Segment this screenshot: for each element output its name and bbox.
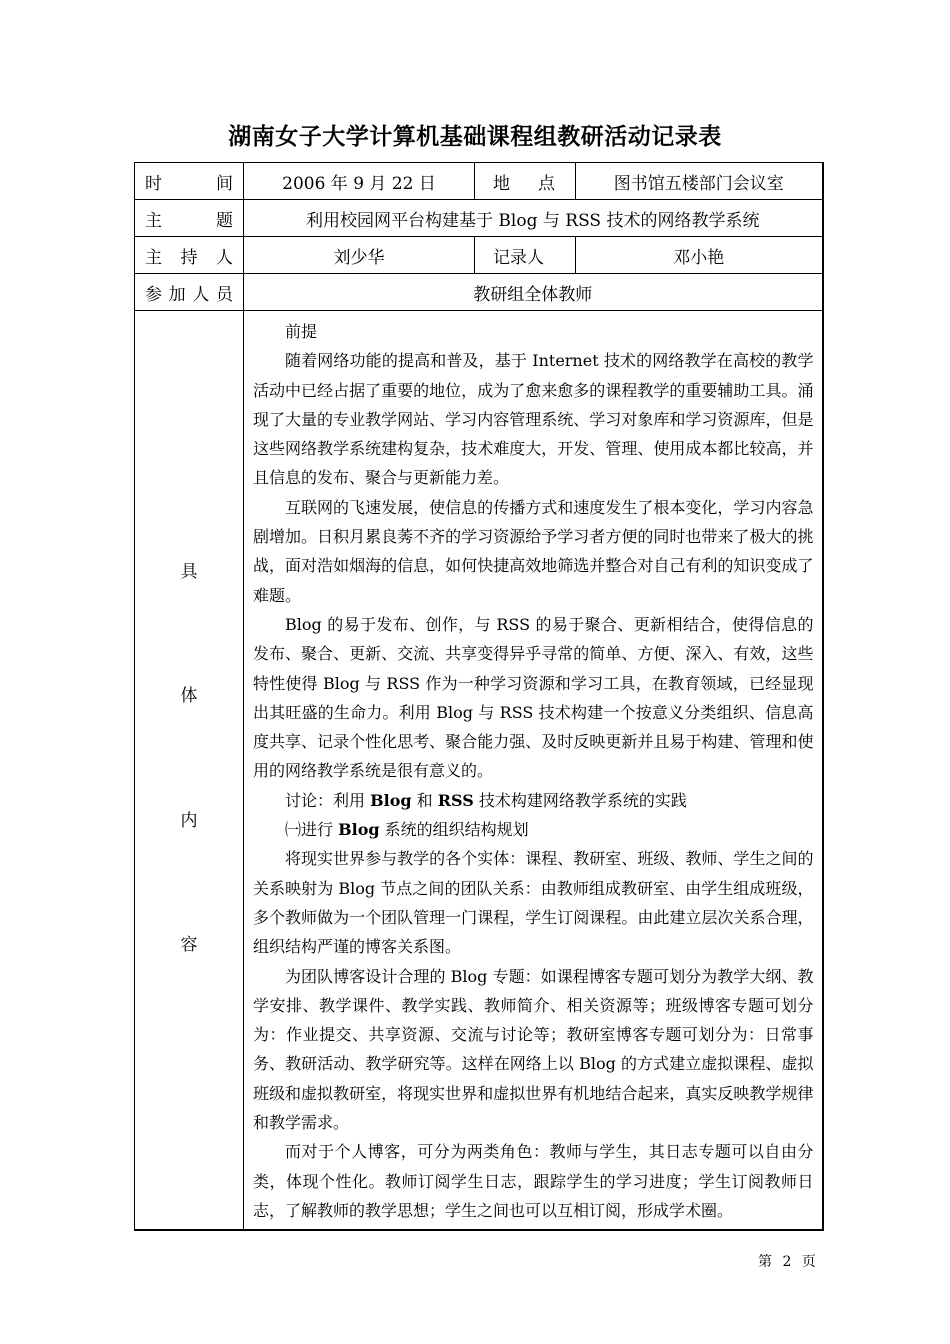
discussion-text-a: 讨论：利用 — [285, 790, 371, 810]
topic-value: 利用校园网平台构建基于 Blog 与 RSS 技术的网络教学系统 — [244, 200, 823, 237]
paragraph-2: 互联网的飞速发展，使信息的传播方式和速度发生了根本变化，学习内容急剧增加。日积月累良莠不齐的学习资源给予学习者方便的同时也带来了极大的挑战，面对浩如烟海的信息，如何快捷高效地筛选并整合对自己有利的知识变成了难题。 — [253, 497, 814, 605]
participants-value: 教研组全体教师 — [244, 274, 823, 311]
host-label — [135, 237, 244, 274]
row-time-place — [135, 163, 823, 200]
place-label — [475, 163, 576, 200]
content-label-char-3: 内 — [180, 811, 198, 831]
time-label-char-2: 间 — [216, 173, 233, 194]
participants-label — [135, 274, 244, 311]
participants-label-char-3: 人 — [192, 284, 210, 305]
paragraph-discussion-heading — [253, 786, 814, 815]
topic-label-char-2: 题 — [216, 210, 233, 231]
host-label-char-3: 人 — [216, 247, 233, 268]
paragraph-5: 为团队博客设计合理的 Blog 专题：如课程博客专题可划分为教学大纲、教学安排、教学课件、教学实践、教师简介、相关资源等；班级博客专题可划分为：作业提交、共享资源、交流与讨论等；教研室博客专题可划分为：日常事务、教研活动、教学研究等。这样在网络上以 Blog 的方式建立虚拟课程、虚拟班级和虚拟教研室，将现实世界和虚拟世界有机地结合起来，真实反映教学规律和教学需求。 — [253, 966, 814, 1133]
recorder-value: 邓小艳 — [576, 237, 823, 274]
page-number: 第 2 页 — [758, 1254, 819, 1270]
subheading-text-c: 系统的组织结构规划 — [379, 820, 529, 840]
topic-label — [135, 200, 244, 237]
participants-label-char-2: 加 — [168, 284, 186, 305]
row-participants — [135, 274, 823, 311]
discussion-blog: Blog — [370, 790, 412, 810]
row-topic — [135, 200, 823, 237]
place-label-char-2: 点 — [538, 173, 555, 194]
participants-label-char-4: 员 — [215, 284, 233, 305]
place-value: 图书馆五楼部门会议室 — [576, 163, 823, 200]
paragraph-1: 随着网络功能的提高和普及，基于 Internet 技术的网络教学在高校的教学活动中已经占据了重要的地位，成为了愈来愈多的课程教学的重要辅助工具。涌现了大量的专业教学网站、学习内容管理系统、学习对象库和学习资源库，但是这些网络教学系统建构复杂，技术难度大，开发、管理、使用成本都比较高，并且信息的发布、聚合与更新能力差。 — [253, 351, 814, 488]
page-title: 湖南女子大学计算机基础课程组教研活动记录表 — [228, 124, 722, 150]
time-label-char-1: 时 — [145, 173, 162, 194]
paragraph-subheading-1 — [253, 815, 814, 844]
content-body — [244, 311, 823, 1231]
host-value: 刘少华 — [244, 237, 475, 274]
host-label-char-1: 主 — [145, 247, 162, 268]
subheading-text-a: ㈠进行 — [285, 820, 339, 840]
content-label-char-1: 具 — [180, 562, 198, 582]
paragraph-premise-heading: 前提 — [285, 322, 318, 341]
record-table — [134, 162, 824, 1231]
discussion-text-d: 技术构建网络教学系统的实践 — [473, 790, 687, 810]
discussion-text-c: 和 — [411, 790, 438, 810]
place-label-char-1: 地 — [493, 173, 510, 194]
recorder-label: 记录人 — [475, 237, 576, 274]
paragraph-3: Blog 的易于发布、创作，与 RSS 的易于聚合、更新相结合，使得信息的发布、聚合、更新、交流、共享变得异乎寻常的简单、方便、深入、有效，这些特性使得 Blog 与 RSS 作为一种学习资源和学习工具，在教育领域，已经显现出其旺盛的生命力。利用 Blog 与 RSS 技术构建一个按意义分类组织、信息高度共享、记录个性化思考、聚合能力强、及时反映更新并且易于构建、管理和使用的网络教学系统是很有意义的。 — [253, 614, 814, 781]
content-label — [135, 311, 244, 1231]
row-content — [135, 311, 823, 1231]
topic-label-char-1: 主 — [145, 210, 162, 231]
discussion-rss: RSS — [437, 790, 474, 810]
time-value: 2006 年 9 月 22 日 — [244, 163, 475, 200]
content-label-char-4: 容 — [180, 935, 198, 955]
host-label-char-2: 持 — [180, 247, 198, 268]
row-host-recorder — [135, 237, 823, 274]
time-label — [135, 163, 244, 200]
paragraph-6: 而对于个人博客，可分为两类角色：教师与学生，其日志专题可以自由分类，体现个性化。教师订阅学生日志，跟踪学生的学习进度；学生订阅教师日志，了解教师的教学思想；学生之间也可以互相订阅，形成学术圈。 — [253, 1142, 814, 1220]
participants-label-char-1: 参 — [145, 284, 162, 305]
content-label-char-2: 体 — [180, 686, 198, 706]
subheading-blog: Blog — [338, 820, 380, 840]
paragraph-4: 将现实世界参与教学的各个实体：课程、教研室、班级、教师、学生之间的关系映射为 Blog 节点之间的团队关系：由教师组成教研室、由学生组成班级，多个教师做为一个团队管理一门课程，学生订阅课程。由此建立层次关系合理，组织结构严谨的博客关系图。 — [253, 849, 814, 957]
